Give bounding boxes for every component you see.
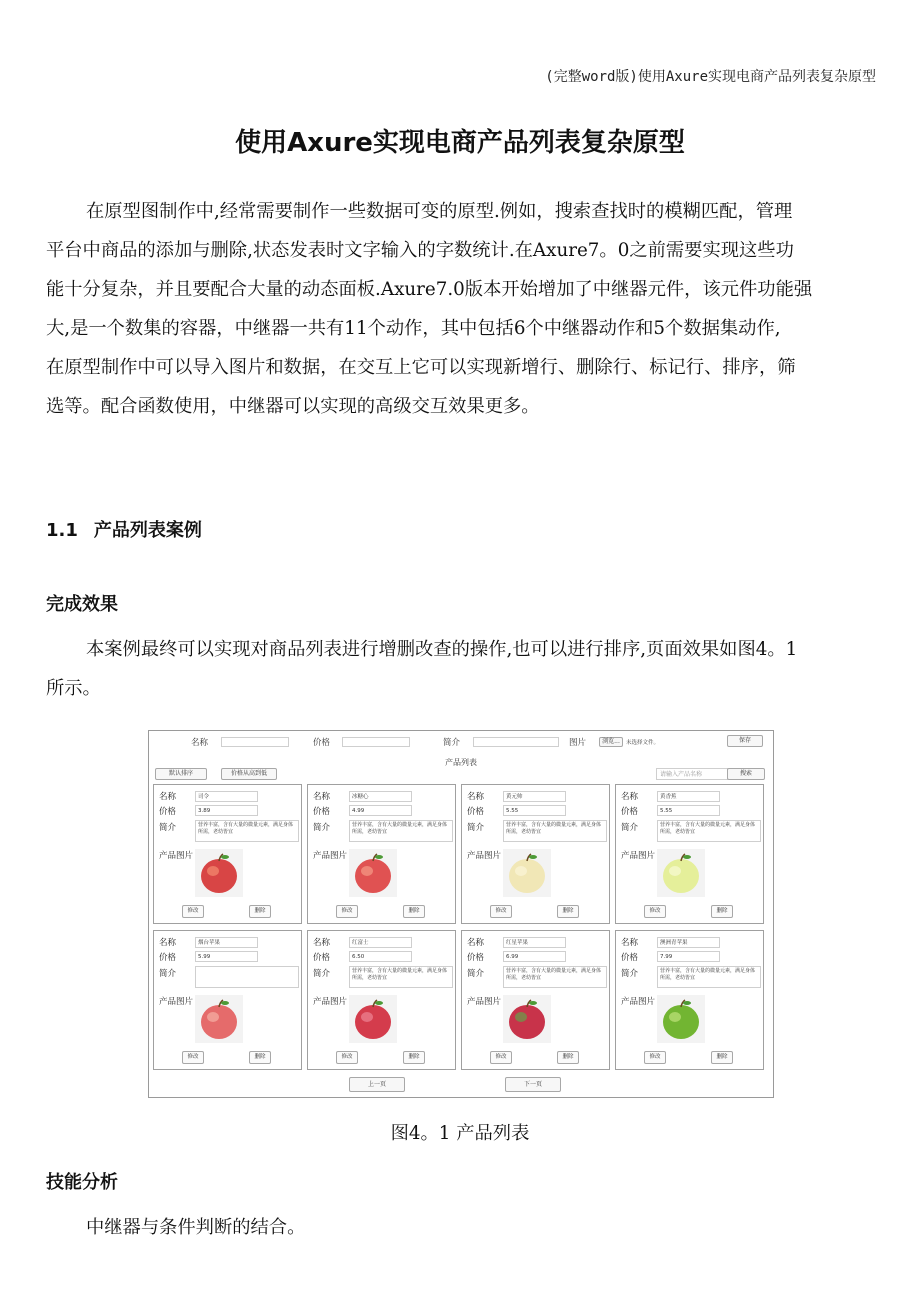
card-price-field[interactable]: 7.99	[657, 951, 720, 962]
card-name-label: 名称	[313, 938, 331, 948]
form-name-input[interactable]	[221, 737, 289, 747]
edit-button[interactable]: 修改	[182, 1051, 204, 1064]
form-price-label: 价格	[313, 738, 331, 748]
card-name-field[interactable]: 烟台苹果	[195, 937, 258, 948]
card-desc-label: 简介	[159, 969, 177, 979]
form-desc-label: 简介	[443, 738, 461, 748]
apple-image	[195, 995, 243, 1043]
section-number: 1.1	[46, 520, 78, 541]
card-pic-label: 产品图片	[621, 851, 656, 861]
card-name-field[interactable]: 司令	[195, 791, 258, 802]
form-name-label: 名称	[191, 738, 209, 748]
sort-price-button[interactable]: 价格从高到低	[221, 768, 277, 780]
figure-caption: 图4。1 产品列表	[390, 1123, 530, 1144]
product-card	[153, 784, 302, 924]
card-desc-field[interactable]: 营养丰富，含有大量的微量元素，满足身体所需，老幼皆宜	[195, 820, 299, 842]
result-line: 本案例最终可以实现对商品列表进行增删改查的操作,也可以进行排序,页面效果如图4。1	[86, 639, 798, 660]
intro-line: 大,是一个数集的容器，中继器一共有11个动作，其中包括6个中继器动作和5个数据集动作,	[46, 318, 781, 339]
product-card	[307, 930, 456, 1070]
edit-button[interactable]: 修改	[336, 1051, 358, 1064]
skills-line: 中继器与条件判断的结合。	[86, 1217, 306, 1238]
card-desc-field[interactable]: 营养丰富，含有大量的微量元素，满足身体所需，老幼皆宜	[657, 966, 761, 988]
browse-button[interactable]: 浏览...	[599, 737, 623, 747]
card-price-label: 价格	[159, 807, 177, 817]
product-card	[461, 784, 610, 924]
section-title: 产品列表案例	[93, 520, 202, 541]
card-price-label: 价格	[467, 807, 485, 817]
card-desc-label: 简介	[621, 823, 639, 833]
card-desc-field[interactable]: 营养丰富，含有大量的微量元素，满足身体所需，老幼皆宜	[657, 820, 761, 842]
card-price-field[interactable]: 5.55	[503, 805, 566, 816]
card-pic-label: 产品图片	[621, 997, 656, 1007]
card-price-label: 价格	[621, 953, 639, 963]
delete-button[interactable]: 删除	[711, 1051, 733, 1064]
form-price-input[interactable]	[342, 737, 410, 747]
card-price-field[interactable]: 4.99	[349, 805, 412, 816]
result-paragraph	[46, 630, 876, 708]
card-price-label: 价格	[313, 953, 331, 963]
card-pic-label: 产品图片	[467, 997, 502, 1007]
card-name-label: 名称	[159, 938, 177, 948]
card-desc-label: 简介	[313, 823, 331, 833]
card-pic-label: 产品图片	[467, 851, 502, 861]
card-name-label: 名称	[467, 792, 485, 802]
subheading-skills: 技能分析	[46, 1172, 118, 1193]
apple-image	[657, 849, 705, 897]
product-card	[615, 930, 764, 1070]
edit-button[interactable]: 修改	[644, 1051, 666, 1064]
card-desc-field[interactable]: 营养丰富，含有大量的微量元素，满足身体所需，老幼皆宜	[503, 820, 607, 842]
apple-image	[195, 849, 243, 897]
card-price-label: 价格	[159, 953, 177, 963]
intro-line: 能十分复杂，并且要配合大量的动态面板.Axure7.0版本开始增加了中继器元件，该元件功能强	[46, 279, 813, 300]
card-price-label: 价格	[621, 807, 639, 817]
edit-button[interactable]: 修改	[644, 905, 666, 918]
sort-default-button[interactable]: 默认排序	[155, 768, 207, 780]
card-name-label: 名称	[621, 792, 639, 802]
intro-line: 在原型制作中可以导入图片和数据，在交互上它可以实现新增行、删除行、标记行、排序，筛	[46, 357, 796, 378]
card-price-field[interactable]: 5.99	[195, 951, 258, 962]
save-button[interactable]: 保存	[727, 735, 763, 747]
section-heading	[46, 516, 202, 542]
card-name-field[interactable]: 冰糖心	[349, 791, 412, 802]
next-page-button[interactable]: 下一页	[505, 1077, 561, 1092]
card-name-label: 名称	[159, 792, 177, 802]
product-card	[153, 930, 302, 1070]
intro-line: 平台中商品的添加与删除,状态发表时文字输入的字数统计.在Axure7。0之前需要实现这些功	[46, 240, 794, 261]
card-price-field[interactable]: 3.89	[195, 805, 258, 816]
card-desc-label: 简介	[159, 823, 177, 833]
apple-image	[503, 849, 551, 897]
prev-page-button[interactable]: 上一页	[349, 1077, 405, 1092]
card-name-field[interactable]: 红富士	[349, 937, 412, 948]
no-file-text: 未选择文件。	[626, 740, 660, 746]
product-card	[307, 784, 456, 924]
card-desc-field[interactable]	[195, 966, 299, 988]
form-desc-input[interactable]	[473, 737, 559, 747]
list-title: 产品列表	[445, 758, 477, 767]
intro-line: 选等。配合函数使用，中继器可以实现的高级交互效果更多。	[46, 396, 540, 417]
delete-button[interactable]: 删除	[403, 1051, 425, 1064]
edit-button[interactable]: 修改	[490, 905, 512, 918]
card-desc-field[interactable]: 营养丰富，含有大量的微量元素，满足身体所需，老幼皆宜	[349, 820, 453, 842]
form-image-label: 图片	[569, 738, 587, 748]
card-desc-field[interactable]: 营养丰富，含有大量的微量元素，满足身体所需，老幼皆宜	[349, 966, 453, 988]
skills-paragraph	[46, 1208, 876, 1247]
card-name-field[interactable]: 黄香蕉	[657, 791, 720, 802]
page-title: 使用Axure实现电商产品列表复杂原型	[235, 128, 685, 158]
product-list-figure	[148, 730, 774, 1098]
edit-button[interactable]: 修改	[182, 905, 204, 918]
delete-button[interactable]: 删除	[557, 1051, 579, 1064]
delete-button[interactable]: 删除	[249, 1051, 271, 1064]
apple-image	[349, 849, 397, 897]
delete-button[interactable]: 删除	[711, 905, 733, 918]
card-name-label: 名称	[467, 938, 485, 948]
card-desc-field[interactable]: 营养丰富，含有大量的微量元素，满足身体所需，老幼皆宜	[503, 966, 607, 988]
result-line: 所示。	[46, 678, 101, 699]
card-price-field[interactable]: 6.99	[503, 951, 566, 962]
delete-button[interactable]: 删除	[249, 905, 271, 918]
card-price-label: 价格	[313, 807, 331, 817]
card-name-label: 名称	[313, 792, 331, 802]
header-note: (完整word版)使用Axure实现电商产品列表复杂原型	[545, 69, 876, 85]
card-price-field[interactable]: 6.50	[349, 951, 412, 962]
card-price-field[interactable]: 5.55	[657, 805, 720, 816]
card-desc-label: 简介	[467, 969, 485, 979]
apple-image	[657, 995, 705, 1043]
card-pic-label: 产品图片	[313, 997, 348, 1007]
product-card	[461, 930, 610, 1070]
card-name-label: 名称	[621, 938, 639, 948]
apple-image	[503, 995, 551, 1043]
card-name-field[interactable]: 红星苹果	[503, 937, 566, 948]
card-pic-label: 产品图片	[159, 851, 194, 861]
card-name-field[interactable]: 澳洲青苹果	[657, 937, 720, 948]
delete-button[interactable]: 删除	[403, 905, 425, 918]
product-card	[615, 784, 764, 924]
intro-line: 在原型图制作中,经常需要制作一些数据可变的原型.例如，搜索查找时的模糊匹配，管理	[86, 201, 793, 222]
card-desc-label: 简介	[313, 969, 331, 979]
card-pic-label: 产品图片	[313, 851, 348, 861]
edit-button[interactable]: 修改	[490, 1051, 512, 1064]
search-button[interactable]: 搜索	[727, 768, 765, 780]
edit-button[interactable]: 修改	[336, 905, 358, 918]
subheading-result: 完成效果	[46, 594, 118, 615]
apple-image	[349, 995, 397, 1043]
card-pic-label: 产品图片	[159, 997, 194, 1007]
card-price-label: 价格	[467, 953, 485, 963]
card-name-field[interactable]: 黄元帅	[503, 791, 566, 802]
intro-paragraph	[46, 192, 876, 426]
delete-button[interactable]: 删除	[557, 905, 579, 918]
search-input[interactable]: 请输入产品名称	[656, 768, 728, 780]
card-desc-label: 简介	[467, 823, 485, 833]
card-desc-label: 简介	[621, 969, 639, 979]
